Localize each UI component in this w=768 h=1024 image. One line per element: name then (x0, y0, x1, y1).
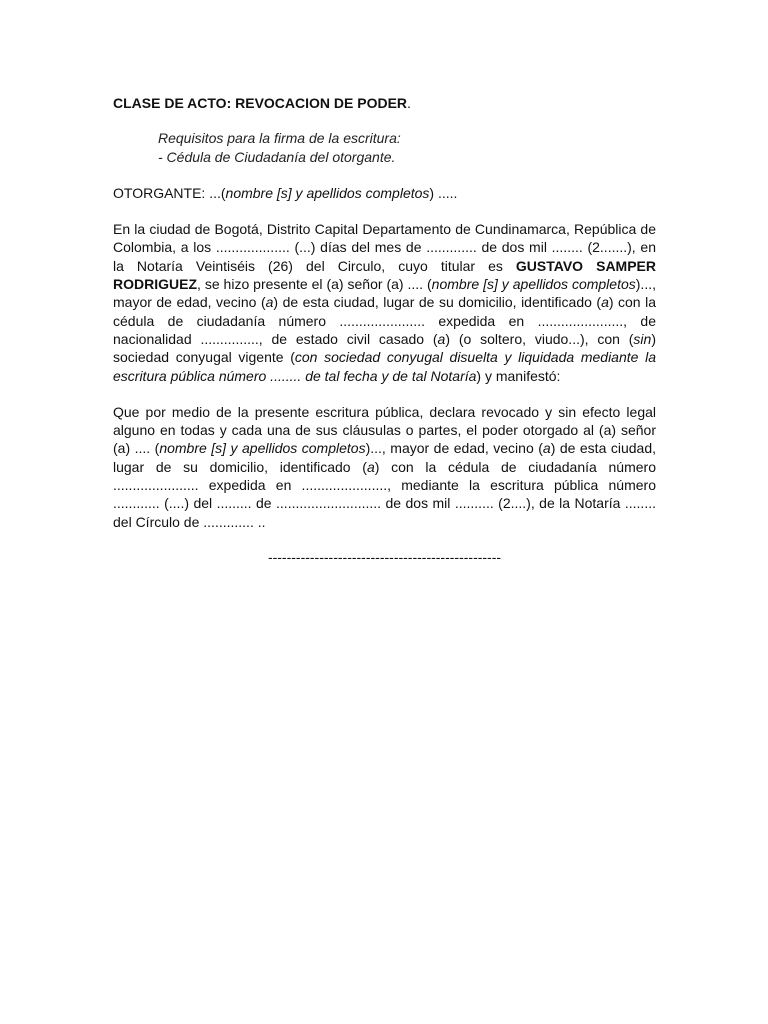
text-segment: ) de esta ciudad, lugar de su domicilio, identificado ( (113, 440, 656, 475)
text-segment: ) de esta ciudad, lugar de su domicilio, identificado ( (273, 294, 602, 311)
text-segment: ) (o soltero, viudo...), con ( (445, 330, 634, 347)
text-segment: a (366, 458, 375, 475)
text-segment: a (265, 294, 274, 311)
text-segment: )..., mayor de edad, vecino ( (365, 440, 543, 457)
text-segment: ) con la cédula de ciudadanía número ...................... expedida en ......................, mediante la escritura pública número ............ (....) del ......... de ........................... de dos mil .......... (2....), de la Notaría ........ del Círculo de ............. .. (113, 458, 656, 530)
text-segment: ) sociedad conyugal vigente ( (113, 330, 656, 366)
text-segment: nombre [s] y apellidos completos (225, 184, 430, 201)
text-segment: , se hizo presente el (a) señor (a) .... ( (197, 276, 432, 293)
paragraph-comparecencia (113, 220, 656, 385)
requirements-heading: Requisitos para la firma de la escritura: (158, 130, 401, 147)
document-title: CLASE DE ACTO: REVOCACION DE PODER (113, 95, 408, 111)
paragraph-revocacion (113, 403, 656, 531)
separator-line: -------------------------------------------------- (267, 548, 502, 565)
document-title-line (113, 94, 656, 112)
text-segment: a (601, 294, 609, 311)
otorgante-line (113, 184, 656, 202)
text-segment: ) ..... (429, 184, 458, 201)
requirement-item: - Cédula de Ciudadanía del otorgante. (158, 148, 396, 165)
document-page (113, 94, 656, 566)
text-segment: con sociedad conyugal disuelta y liquidada mediante la escritura pública número ........ de tal fecha y de tal Notaría (113, 349, 656, 384)
text-segment: GUSTAVO SAMPER RODRIGUEZ (113, 257, 657, 293)
text-segment: nombre [s] y apellidos completos (159, 440, 366, 457)
text-segment: a (437, 330, 446, 347)
text-segment: En la ciudad de Bogotá, Distrito Capital Departamento de Cundinamarca, República de Colombia, a los ................... (...) días del mes de ............. de dos mil ........ (2.......), en la Notaría Veintiséis (26) del Circulo, cuyo titular es (113, 221, 656, 274)
title-period: . (407, 95, 411, 111)
text-segment: ) con la cédula de ciudadanía número ...................... expedida en ......................, de nacionalidad ..............., de estado civil casado ( (113, 294, 656, 347)
text-segment: ) y manifestó: (476, 367, 561, 384)
text-segment: nombre [s] y apellidos completos (431, 276, 636, 293)
text-segment: )..., mayor de edad, vecino ( (113, 276, 656, 311)
text-segment: sin (633, 330, 652, 347)
text-segment: Que por medio de la presente escritura pública, declara revocado y sin efecto legal alguno en todas y cada una de sus cláusulas o partes, el poder otorgado al (a) señor (a) .... ( (113, 403, 656, 457)
requirements-block (158, 129, 656, 166)
text-segment: OTORGANTE: ...( (113, 184, 226, 201)
text-segment: a (542, 440, 551, 457)
